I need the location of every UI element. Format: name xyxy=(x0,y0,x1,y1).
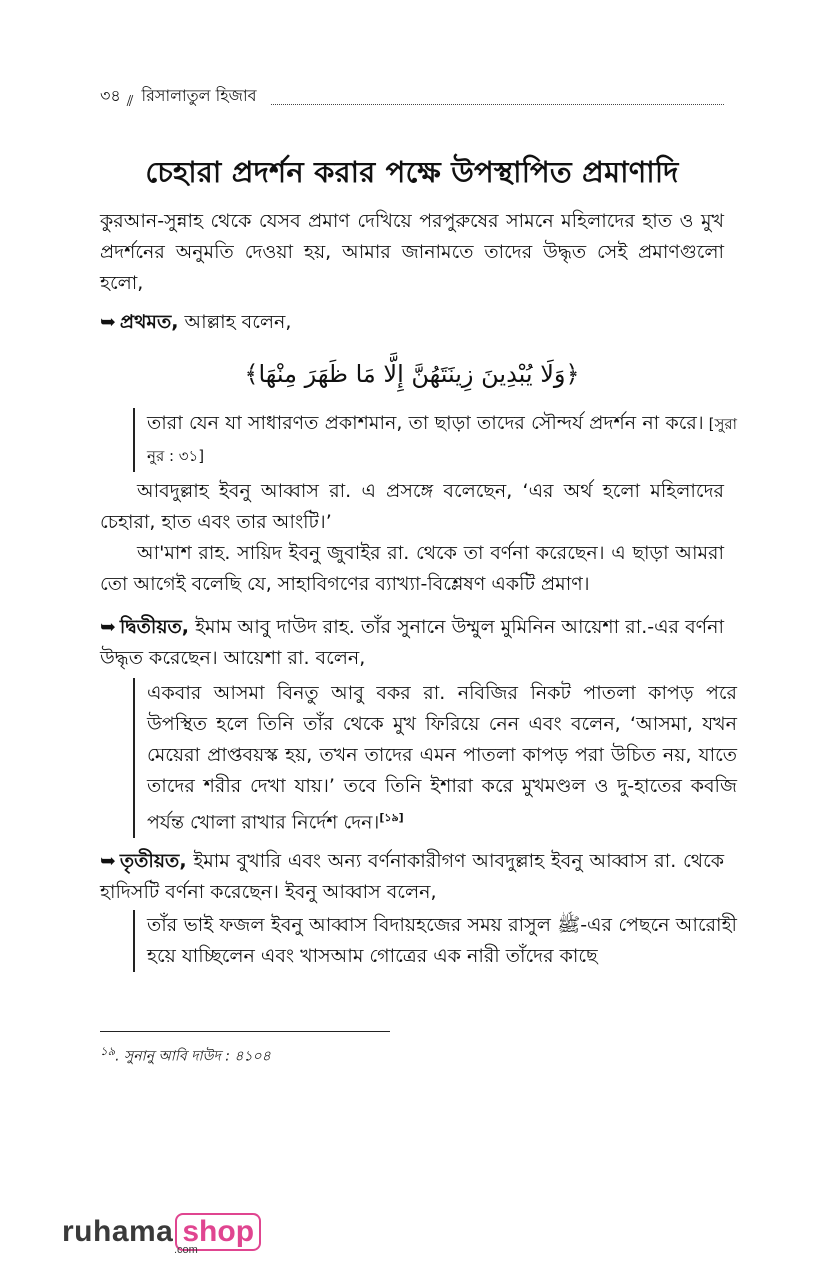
logo-text-ruhama: ruhama xyxy=(62,1215,174,1248)
chapter-title: চেহারা প্রদর্শন করার পক্ষে উপস্থাপিত প্রমাণাদি xyxy=(145,155,679,189)
quote-block-3: তাঁর ভাই ফজল ইবনু আব্বাস বিদায়হজের সময় রাসুল ﷺ-এর পেছনে আরোহী হয়ে যাচ্ছিলেন এবং খাসআম গোত্রের এক নারী তাঁদের কাছে xyxy=(133,910,737,972)
point-text: ইমাম আবু দাউদ রাহ. তাঁর সুনানে উম্মুল মুমিনিন আয়েশা রা.-এর বর্ণনা উদ্ধৃত করেছেন। আয়েশা রা. বলেন, xyxy=(100,616,724,669)
point-lead: প্রথমত, xyxy=(119,311,179,333)
intro-paragraph: কুরআন-সুন্নাহ থেকে যেসব প্রমাণ দেখিয়ে পরপুরুষের সামনে মহিলাদের হাত ও মুখ প্রদর্শনের অনুমতি দেওয়া হয়, আমার জানামতে তাদের উদ্ধৃত সেই প্রমাণগুলো হলো, xyxy=(100,210,724,294)
running-header xyxy=(100,80,724,110)
book-title: রিসালাতুল হিজাব xyxy=(141,86,257,105)
footnote-marker: [১৯] xyxy=(379,811,404,824)
point-text: আল্লাহ বলেন, xyxy=(178,311,292,333)
footnote-number: ১৯ xyxy=(100,1044,116,1058)
arabic-verse: ﴿وَلَا يُبْدِينَ زِينَتَهُنَّ إِلَّا مَا ظَهَرَ مِنْهَا﴾ xyxy=(244,360,580,388)
point-text: ইমাম বুখারি এবং অন্য বর্ণনাকারীগণ আবদুল্লাহ ইবনু আব্বাস রা. থেকে হাদিসটি বর্ণনা করেছেন। ইবনু আব্বাস বলেন, xyxy=(100,850,724,903)
logo-text-shop: shop xyxy=(175,1213,261,1251)
point-lead: তৃতীয়ত, xyxy=(119,850,187,872)
ornament-icon: ⫽ xyxy=(126,92,134,110)
quote-text: তারা যেন যা সাধারণত প্রকাশমান, তা ছাড়া তাদের সৌন্দর্য প্রদর্শন না করে। xyxy=(147,412,704,434)
arrow-icon: ➥ xyxy=(100,850,116,872)
page-number: ৩৪ xyxy=(100,86,121,105)
quote-citation: [সুরা নুর : ৩১] xyxy=(147,415,737,465)
quote-text: একবার আসমা বিনতু আবু বকর রা. নবিজির নিকট পাতলা কাপড় পরে উপস্থিত হলে তিনি তাঁর থেকে মুখ ফিরিয়ে নেন এবং বলেন, ‘আসমা, যখন মেয়েরা প্রাপ্তবয়স্ক হয়, তখন তাদের এমন পাতলা কাপড় পরা উচিত নয়, যাতে তাদের শরীর দেখা যায়।’ তবে তিনি ইশারা করে মুখমণ্ডল ও দু-হাতের কবজি পর্যন্ত খোলা রাখার নির্দেশ দেন। xyxy=(147,682,737,834)
footnote xyxy=(100,1042,271,1069)
point-second xyxy=(100,612,724,674)
arrow-icon: ➥ xyxy=(100,616,116,638)
ruhama-shop-logo xyxy=(62,1210,261,1254)
quote-block-2 xyxy=(133,678,737,838)
arrow-icon: ➥ xyxy=(100,311,116,333)
paragraph-amash: আ'মাশ রাহ. সায়িদ ইবনু জুবাইর রা. থেকে তা বর্ণনা করেছেন। এ ছাড়া আমরা তো আগেই বলেছি যে, সাহাবিগণের ব্যাখ্যা-বিশ্লেষণ একটি প্রমাণ। xyxy=(100,542,724,595)
logo-text-com: .com xyxy=(174,1244,198,1256)
footnote-text: . সুনানু আবি দাউদ : ৪১০৪ xyxy=(115,1048,271,1065)
point-third xyxy=(100,846,724,908)
point-lead: দ্বিতীয়ত, xyxy=(119,616,190,638)
footnote-divider xyxy=(100,1031,390,1032)
paragraph-ibn-abbas: আবদুল্লাহ ইবনু আব্বাস রা. এ প্রসঙ্গে বলেছেন, ‘এর অর্থ হলো মহিলাদের চেহারা, হাত এবং তার আংটি।’ xyxy=(100,480,724,533)
quote-block-1 xyxy=(133,408,737,472)
point-first xyxy=(100,307,724,338)
header-dotted-rule xyxy=(271,104,724,105)
